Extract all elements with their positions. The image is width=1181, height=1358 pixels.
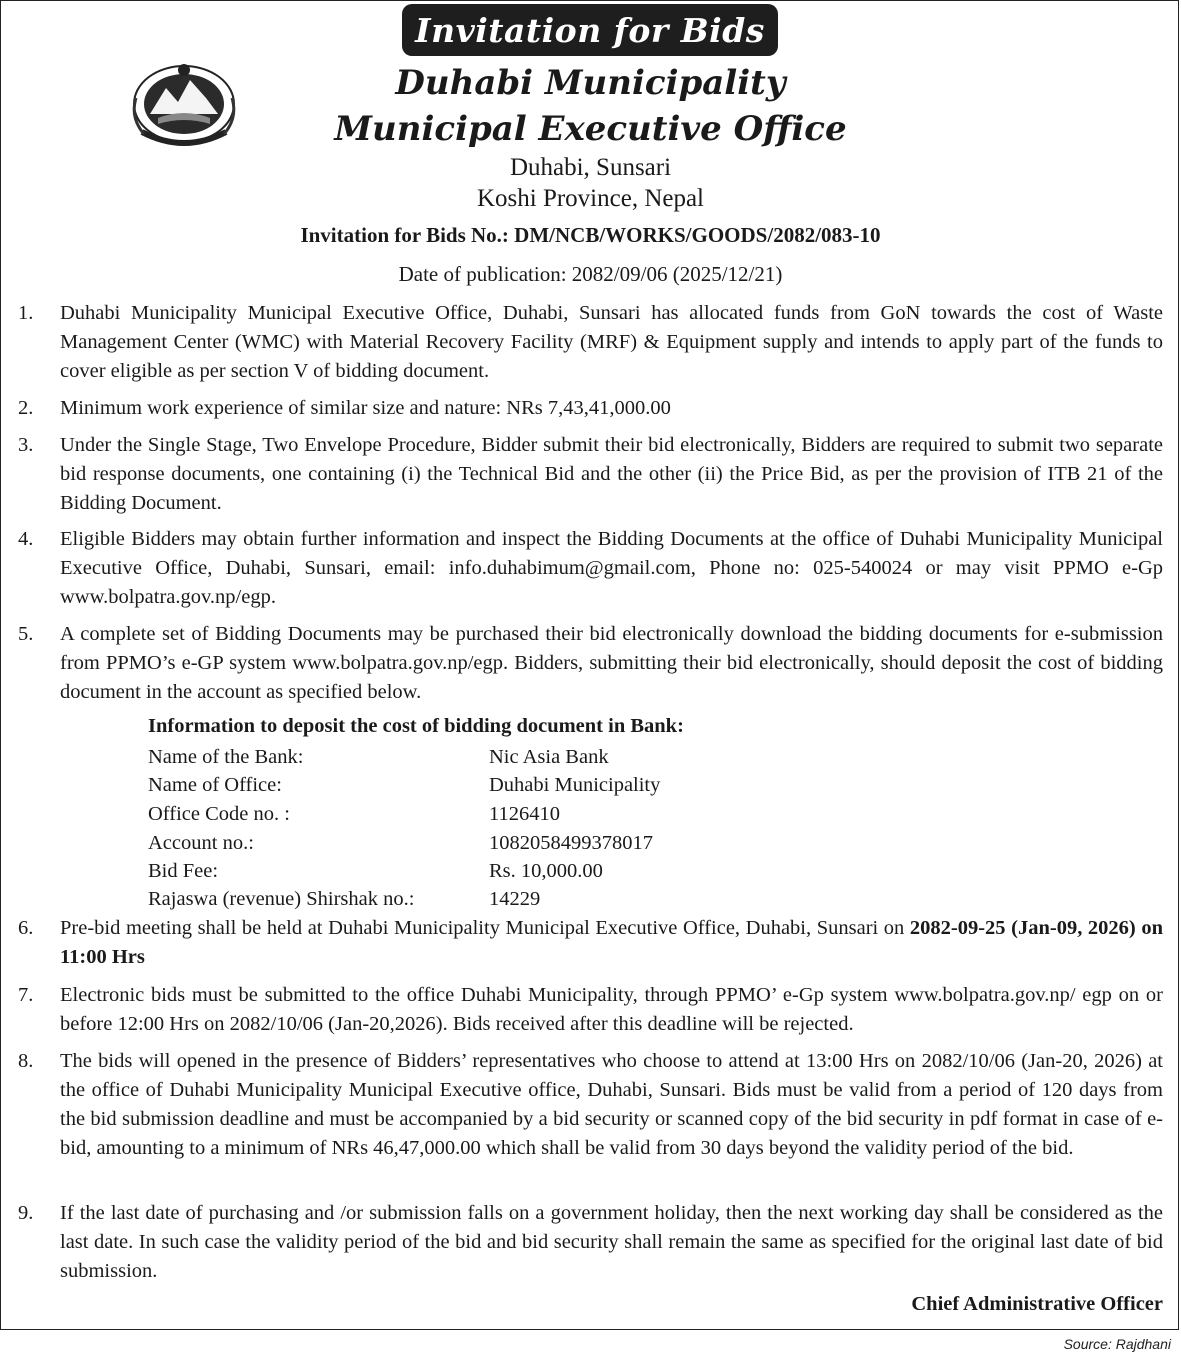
item-number: 1. <box>18 302 34 324</box>
item-number: 7. <box>18 984 34 1006</box>
bid-number: Invitation for Bids No.: DM/NCB/WORKS/GOODS/2082/083-10 <box>300 223 881 247</box>
bank-row-value: 14229 <box>489 888 541 910</box>
item-text-bold: 2082-09-25 (Jan-09, 2026) on 11:00 Hrs <box>60 917 1163 968</box>
item-text: If the last date of purchasing and /or submission falls on a government holiday, then the next working day shall be considered as the last date. In such case the validity period of the bid and bid security shall remain the same as specified for the original last date of bid submission. <box>60 1202 1163 1282</box>
bank-row-label: Rajaswa (revenue) Shirshak no.: <box>148 888 415 910</box>
item-text: Eligible Bidders may obtain further information and inspect the Bidding Documents at the office of Duhabi Municipality Municipal Executive Office, Duhabi, Sunsari, email: info.duhabimum@gmail.com, Phone no: 025-540024 or may visit PPMO e-Gp www.bolpatra.gov.np/egp. <box>60 528 1163 608</box>
bank-row-value: 1082058499378017 <box>489 832 653 854</box>
item-text: Under the Single Stage, Two Envelope Procedure, Bidder submit their bid electronically, Bidders are required to submit two separate bid response documents, one containing (i) the Technical Bid and the other (ii) the Price Bid, as per the provision of ITB 21 of the Bidding Document. <box>60 434 1163 514</box>
item-number: 9. <box>18 1202 34 1224</box>
item-text: A complete set of Bidding Documents may be purchased their bid electronically download the bidding documents for e-submission from PPMO’s e-GP system www.bolpatra.gov.np/egp. Bidders, submitting their bid electronically, should deposit the cost of bidding document in the account as specified below. <box>60 623 1163 703</box>
bank-row-label: Account no.: <box>148 832 254 854</box>
bank-info-title: Information to deposit the cost of bidding document in Bank: <box>148 715 684 737</box>
publication-date: Date of publication: 2082/09/06 (2025/12/21) <box>398 262 783 286</box>
item-number: 3. <box>18 434 34 456</box>
bank-row-label: Name of Office: <box>148 774 282 796</box>
bank-row-label: Office Code no. : <box>148 803 290 825</box>
office-name: Municipal Executive Office <box>334 109 847 149</box>
item-number: 8. <box>18 1050 34 1072</box>
item-text: Minimum work experience of similar size and nature: NRs 7,43,41,000.00 <box>60 397 671 419</box>
item-text <box>60 914 1163 972</box>
organization-name: Duhabi Municipality <box>395 63 786 103</box>
item-number: 4. <box>18 528 34 550</box>
signatory-title: Chief Administrative Officer <box>911 1293 1163 1315</box>
address-line-2: Koshi Province, Nepal <box>476 185 705 212</box>
notice-banner: Invitation for Bids <box>402 4 778 56</box>
bank-row-label: Name of the Bank: <box>148 746 304 768</box>
bank-row-value: Nic Asia Bank <box>489 746 609 768</box>
item-number: 6. <box>18 917 34 939</box>
item-text-plain: Pre-bid meeting shall be held at Duhabi Municipality Municipal Executive Office, Duhabi, Sunsari on <box>60 917 910 939</box>
address-line-1: Duhabi, Sunsari <box>509 154 672 181</box>
item-number: 2. <box>18 397 34 419</box>
bank-row-label: Bid Fee: <box>148 860 219 882</box>
bank-row-value: Rs. 10,000.00 <box>489 860 603 882</box>
bank-row-value: Duhabi Municipality <box>489 774 661 796</box>
item-text: Duhabi Municipality Municipal Executive Office, Duhabi, Sunsari has allocated funds from GoN towards the cost of Waste Management Center (WMC) with Material Recovery Facility (MRF) & Equipment supply and intends to apply part of the funds to cover eligible as per section V of bidding document. <box>60 302 1163 382</box>
source-credit: Source: Rajdhani <box>1063 1336 1171 1352</box>
bank-row-value: 1126410 <box>489 803 560 825</box>
item-number: 5. <box>18 623 34 645</box>
item-text: The bids will opened in the presence of Bidders’ representatives who choose to attend at 13:00 Hrs on 2082/10/06 (Jan-20, 2026) at the office of Duhabi Municipality Municipal Executive office, Duhabi, Sunsari. Bids must be valid from a period of 120 days from the bid submission deadline and must be accompanied by a bid security or scanned copy of the bid security in pdf format in case of e-bid, amounting to a minimum of NRs 46,47,000.00 which shall be valid from 30 days beyond the validity period of the bid. <box>60 1050 1163 1159</box>
item-text: Electronic bids must be submitted to the office Duhabi Municipality, through PPMO’ e-Gp system www.bolpatra.gov.np/ egp on or before 12:00 Hrs on 2082/10/06 (Jan-20,2026). Bids received after this deadline will be rejected. <box>60 984 1163 1035</box>
